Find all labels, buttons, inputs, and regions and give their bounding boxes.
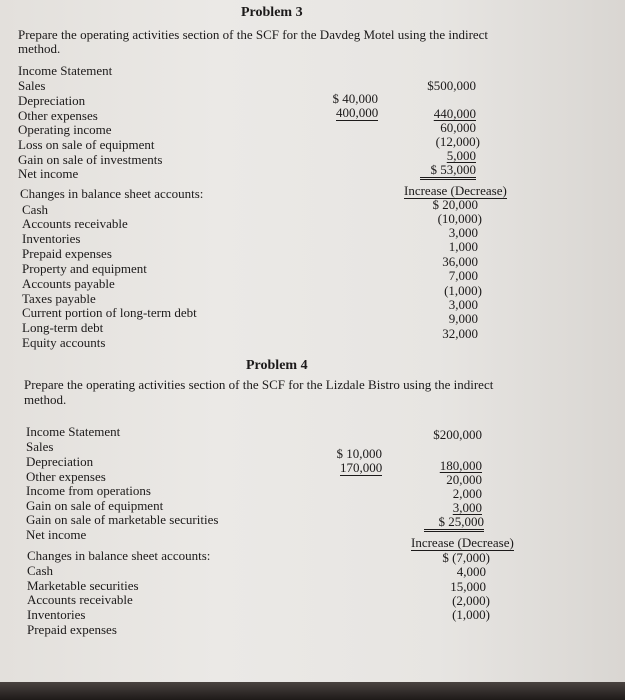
- p4-depreciation-value: $ 10,000: [336, 446, 382, 461]
- p4-changes-label: Changes in balance sheet accounts:: [27, 548, 211, 563]
- p3-change-label: Long-term debt: [22, 320, 104, 335]
- problem4-instruction-line2: method.: [24, 392, 67, 407]
- p3-other-expenses-label: Other expenses: [18, 108, 98, 123]
- p3-gain-investments-label: Gain on sale of investments: [18, 152, 163, 167]
- p4-depreciation-label: Depreciation: [26, 454, 94, 469]
- p3-change-label: Taxes payable: [22, 291, 96, 306]
- problem3-instruction-line2: method.: [18, 41, 61, 56]
- p3-change-value: (1,000): [444, 283, 482, 298]
- p3-change-value: 3,000: [448, 225, 478, 240]
- p4-other-expenses-label: Other expenses: [26, 469, 106, 484]
- p3-change-label: Cash: [22, 202, 48, 217]
- p4-income-statement-heading: Income Statement: [26, 424, 121, 439]
- problem4-instruction-line1: Prepare the operating activities section of the SCF for the Lizdale Bistro using the indirect: [24, 377, 494, 392]
- p4-change-label: Cash: [27, 563, 53, 578]
- p3-sales-label: Sales: [18, 78, 46, 93]
- p4-change-label: Inventories: [27, 607, 86, 622]
- p4-change-value: (2,000): [452, 593, 490, 608]
- p4-gain-securities-value: 3,000: [452, 500, 482, 515]
- p4-sales-value: $200,000: [433, 427, 482, 442]
- p3-other-expenses-value: 400,000: [336, 105, 379, 120]
- p4-net-income-value: $ 25,000: [424, 514, 484, 532]
- p4-operations-income-value: 20,000: [446, 472, 482, 487]
- p3-loss-equipment-value: (12,000): [435, 134, 480, 149]
- p4-changes-header: Increase (Decrease): [411, 535, 514, 550]
- p3-change-value: $ 20,000: [432, 197, 478, 212]
- problem4-title: Problem 4: [246, 358, 308, 373]
- p3-change-value: 36,000: [442, 254, 478, 269]
- p4-change-value: (1,000): [452, 607, 490, 622]
- p4-change-label: Accounts receivable: [27, 592, 133, 607]
- p3-change-value: (10,000): [437, 211, 482, 226]
- p4-change-value: 4,000: [456, 564, 486, 579]
- p4-other-expenses-value: 170,000: [340, 460, 383, 475]
- problem3-title: Problem 3: [241, 5, 303, 20]
- p3-change-value: 9,000: [448, 311, 478, 326]
- p3-net-income-value: $ 53,000: [420, 162, 476, 180]
- p3-changes-label: Changes in balance sheet accounts:: [20, 186, 204, 201]
- p3-change-label: Current portion of long-term debt: [22, 305, 197, 320]
- p4-net-income-label: Net income: [26, 527, 87, 542]
- p3-change-label: Prepaid expenses: [22, 246, 112, 261]
- p4-gain-securities-label: Gain on sale of marketable securities: [26, 512, 219, 527]
- p3-total-expenses-value: 440,000: [433, 106, 476, 121]
- p3-change-label: Accounts receivable: [22, 216, 128, 231]
- p3-sales-value: $500,000: [427, 78, 476, 93]
- p4-change-value: 15,000: [450, 579, 486, 594]
- p3-change-label: Property and equipment: [22, 261, 147, 276]
- p4-gain-equipment-label: Gain on sale of equipment: [26, 498, 164, 513]
- p3-changes-header: Increase (Decrease): [404, 183, 507, 198]
- p4-change-label: Marketable securities: [27, 578, 139, 593]
- p3-change-value: 1,000: [448, 239, 478, 254]
- p3-change-label: Accounts payable: [22, 276, 115, 291]
- p4-change-value: $ (7,000): [442, 550, 490, 565]
- p3-gain-investments-value: 5,000: [446, 148, 476, 163]
- p3-change-value: 3,000: [448, 297, 478, 312]
- p3-operating-income-value: 60,000: [440, 120, 476, 135]
- p3-change-value: 7,000: [448, 268, 478, 283]
- p4-sales-label: Sales: [26, 439, 54, 454]
- p3-change-label: Inventories: [22, 231, 81, 246]
- problem3-instruction-line1: Prepare the operating activities section of the SCF for the Davdeg Motel using the indirect: [18, 27, 489, 42]
- p3-operating-income-label: Operating income: [18, 122, 112, 137]
- p4-change-label: Prepaid expenses: [27, 622, 117, 637]
- page-bottom-shadow: [0, 682, 625, 700]
- p3-depreciation-label: Depreciation: [18, 93, 86, 108]
- p3-income-statement-heading: Income Statement: [18, 63, 113, 78]
- p3-net-income-label: Net income: [18, 166, 79, 181]
- p4-total-expenses-value: 180,000: [439, 458, 482, 473]
- p4-gain-equipment-value: 2,000: [452, 486, 482, 501]
- p3-change-label: Equity accounts: [22, 335, 106, 350]
- p4-operations-income-label: Income from operations: [26, 483, 151, 498]
- p3-change-value: 32,000: [442, 326, 478, 341]
- p3-depreciation-value: $ 40,000: [332, 91, 378, 106]
- p3-loss-equipment-label: Loss on sale of equipment: [18, 137, 155, 152]
